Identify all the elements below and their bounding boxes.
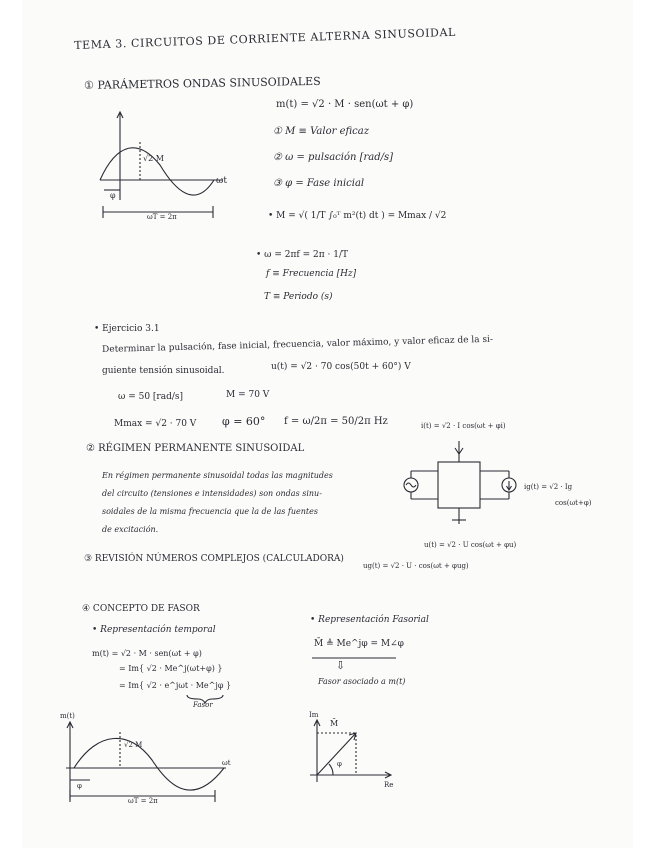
exercise-statement-line1: Determinar la pulsación, fase inicial, frecuencia, valor máximo, y valor eficaz de la si- [101,334,494,355]
section-2-heading: ② RÉGIMEN PERMANENTE SINUSOIDAL [86,443,305,454]
graph2-amplitude: √2 M [124,741,143,749]
circuit-source-current-label: ig(t) = √2 · Ig [524,483,573,491]
phasor-im-label: Im [309,711,319,719]
main-formula: m(t) = √2 · M · sen(ωt + φ) [276,99,414,110]
graph1-amplitude: √2 M [143,154,164,163]
section-2-text-line4: de excitación. [102,525,159,534]
fasor-word: Fasor [193,701,213,709]
graph1-axis: ωt [216,176,227,186]
fasorial-label: • Representación Fasorial [310,615,429,625]
graph1-phase: φ [110,191,116,200]
graph1-period: ωT = 2π [147,213,177,221]
phasor-angle: φ [337,760,342,768]
result-omega: ω = 50 [rad/s] [118,392,184,402]
graph2-axis: ωt [222,759,231,767]
period-definition: T ≡ Periodo (s) [264,292,333,302]
graph2-period: ωT = 2π [128,797,158,805]
phasor-re-label: Re [384,781,394,789]
section-1-heading: ① PARÁMETROS ONDAS SINUSOIDALES [83,74,321,92]
section-4-heading: ④ CONCEPTO DE FASOR [82,604,200,614]
frequency-definition: f ≡ Frecuencia [Hz] [266,269,357,279]
phasor-magnitude: M̄ [330,719,339,728]
fasor-definition: M̄ ≜ Me^jφ = M∠φ [314,639,404,649]
item-pulsation: ② ω = pulsación [rad/s] [273,152,394,163]
fasor-note: Fasor asociado a m(t) [318,677,406,686]
exercise-voltage: u(t) = √2 · 70 cos(50t + 60°) V [271,362,411,372]
section-3-heading: ③ REVISIÓN NÚMEROS COMPLEJOS (CALCULADORA) [84,554,344,564]
section-2-text-line1: En régimen permanente sinusoidal todas las magnitudes [102,471,333,480]
circuit-voltage-label: u(t) = √2 · U cos(ωt + φu) [424,541,517,549]
result-M: M = 70 V [226,390,270,400]
result-Mmax: Mmax = √2 · 70 V [114,419,197,429]
section-2-text-line2: del circuito (tensiones e intensidades) son ondas sinu- [102,489,322,498]
item-effective-value: ① M ≡ Valor eficaz [273,126,369,137]
graph2-phase: φ [77,782,82,790]
circuit-source-current-cos: cos(ωt+φ) [555,499,592,507]
exercise-label: • Ejercicio 3.1 [94,324,160,334]
temporal-label: • Representación temporal [92,625,216,635]
page-title: TEMA 3. CIRCUITOS DE CORRIENTE ALTERNA SINUSOIDAL [73,25,457,52]
result-phi: φ = 60° [222,415,266,428]
fasor-arrow: ⇩ [336,659,346,672]
circuit-source-voltage-label: ug(t) = √2 · U · cos(ωt + φug) [363,562,469,570]
temporal-line3: = Im{ √2 · e^jωt · Me^jφ } [119,681,232,690]
exercise-statement-line2: guiente tensión sinusoidal. [102,366,225,376]
section-2-text-line3: soidales de la misma frecuencia que la de las fuentes [102,507,318,516]
temporal-line2: = Im{ √2 · Me^j(ωt+φ) } [119,664,223,673]
temporal-line1: m(t) = √2 · M · sen(ωt + φ) [92,649,202,658]
result-f: f = ω/2π = 50/2π Hz [284,416,388,427]
item-initial-phase: ③ φ = Fase inicial [273,178,365,189]
rms-formula: • M = √( 1/T ∫₀ᵀ m²(t) dt ) = Mmax / √2 [268,211,447,221]
circuit-current-label: i(t) = √2 · I cos(ωt + φi) [421,422,506,430]
omega-formula: • ω = 2πf = 2π · 1/T [256,250,348,260]
graph2-y-label: m(t) [60,712,75,720]
